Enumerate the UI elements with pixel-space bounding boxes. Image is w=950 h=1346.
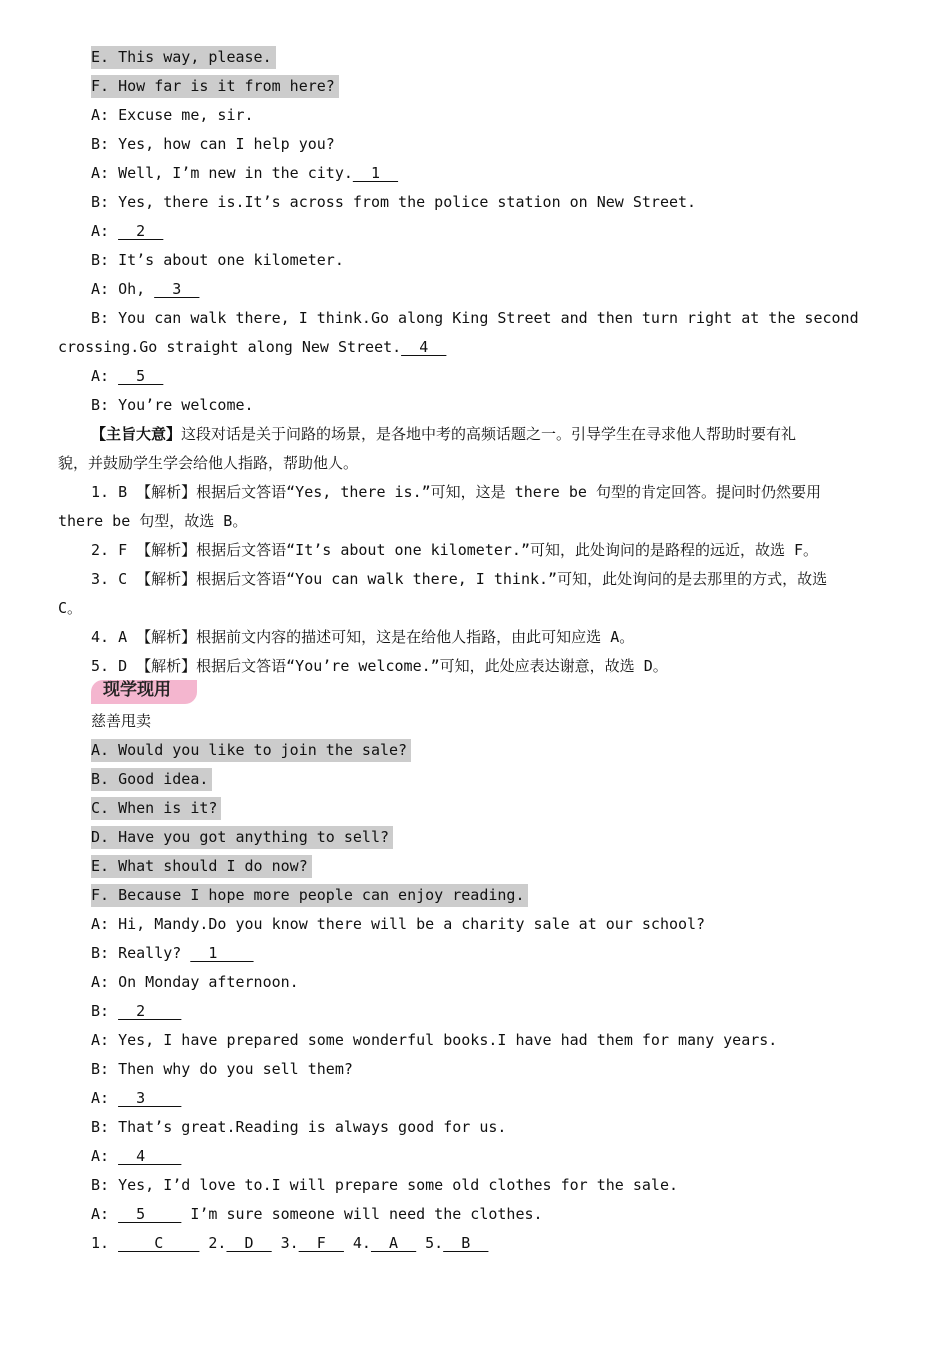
dialog1-line <box>0 275 950 304</box>
option-f <box>0 72 950 101</box>
answer-value: __B__ <box>443 1234 489 1252</box>
answer-blank-2: __2__ <box>118 222 164 240</box>
answer-value: ____C____ <box>118 1234 200 1252</box>
dialog2-line <box>0 997 950 1026</box>
explanation-3-cont: C。 <box>58 599 83 617</box>
option-e <box>0 852 950 881</box>
theme-paragraph <box>0 420 950 449</box>
explanation-5: 5. D 【解析】根据后文答语“You’re welcome.”可知，此处应表达谢意，故选 D。 <box>91 657 668 675</box>
dialog1-line: B: You’re welcome. <box>91 396 254 414</box>
dialog2-line: A: Hi, Mandy.Do you know there will be a charity sale at our school? <box>91 915 706 933</box>
dialog-text: crossing.Go straight along New Street. <box>58 338 402 356</box>
option-c <box>0 794 950 823</box>
dialog-text: A: <box>91 1089 119 1107</box>
answer-blank-2: __2____ <box>118 1002 182 1020</box>
dialog2-line: B: Yes, I’d love to.I will prepare some old clothes for the sale. <box>91 1176 678 1194</box>
answer-value: __A__ <box>370 1234 417 1252</box>
option-b-text: B. Good idea. <box>91 768 212 791</box>
theme-paragraph-cont: 貌，并鼓励学生学会给他人指路，帮助他人。 <box>58 454 359 472</box>
dialog2-line <box>0 1200 950 1229</box>
answer-key <box>0 1229 950 1258</box>
dialog1-line: A: Excuse me, sir. <box>91 106 254 124</box>
dialog1-line <box>0 159 950 188</box>
dialog2-line: A: On Monday afternoon. <box>91 973 299 991</box>
answer-blank-1: __1__ <box>352 164 399 182</box>
option-a-text: A. Would you like to join the sale? <box>91 739 411 762</box>
theme-label: 【主旨大意】 <box>91 425 182 443</box>
section-badge <box>91 680 197 704</box>
answer-number: 5. <box>416 1234 444 1252</box>
option-c-text: C. When is it? <box>91 797 221 820</box>
option-d-text: D. Have you got anything to sell? <box>91 826 393 849</box>
dialog2-line: B: That’s great.Reading is always good for us. <box>91 1118 507 1136</box>
answer-blank-3: __3____ <box>118 1089 182 1107</box>
option-d <box>0 823 950 852</box>
dialog-text: B: <box>91 1002 119 1020</box>
explanation-4: 4. A 【解析】根据前文内容的描述可知，这是在给他人指路，由此可知应选 A。 <box>91 628 635 646</box>
explanation-1-cont: there be 句型，故选 B。 <box>58 512 248 530</box>
dialog1-line: B: You can walk there, I think.Go along King Street and then turn right at the second <box>91 309 859 327</box>
dialog2-line: B: Then why do you sell them? <box>91 1060 353 1078</box>
dialog2-line: A: Yes, I have prepared some wonderful books.I have had them for many years. <box>91 1031 778 1049</box>
dialog2-line <box>0 939 950 968</box>
section-badge-text: 现学现用 <box>103 680 171 700</box>
answer-blank-4: __4__ <box>401 338 447 356</box>
answer-value: __F__ <box>298 1234 344 1252</box>
explanation-3: 3. C 【解析】根据后文答语“You can walk there, I think.”可知，此处询问的是去那里的方式，故选 <box>91 570 828 588</box>
dialog-text: A: <box>91 1147 119 1165</box>
section-title: 慈善甩卖 <box>91 712 152 730</box>
dialog-text: A: <box>91 222 119 240</box>
dialog-text: B: Really? <box>91 944 191 962</box>
dialog-text: A: <box>91 1205 119 1223</box>
answer-blank-5: __5____ <box>118 1205 182 1223</box>
answer-number: 1. <box>91 1234 119 1252</box>
dialog-text: A: Well, I’m new in the city. <box>91 164 353 182</box>
dialog1-line <box>0 333 950 362</box>
dialog1-line <box>0 217 950 246</box>
explanation-2: 2. F 【解析】根据后文答语“It’s about one kilometer.”可知，此处询问的是路程的远近，故选 F。 <box>91 541 819 559</box>
dialog-text: A: <box>91 367 119 385</box>
option-e <box>0 43 950 72</box>
answer-blank-5: __5__ <box>118 367 164 385</box>
answer-number: 4. <box>343 1234 371 1252</box>
option-f-text: F. How far is it from here? <box>91 75 339 98</box>
dialog-text: I’m sure someone will need the clothes. <box>181 1205 543 1223</box>
dialog1-line: B: Yes, how can I help you? <box>91 135 335 153</box>
option-a <box>0 736 950 765</box>
dialog2-line <box>0 1142 950 1171</box>
answer-blank-1: __1____ <box>190 944 254 962</box>
dialog-text: A: Oh, <box>91 280 155 298</box>
answer-blank-4: __4____ <box>118 1147 182 1165</box>
option-e-text: E. What should I do now? <box>91 855 312 878</box>
dialog1-line <box>0 362 950 391</box>
explanation-1: 1. B 【解析】根据后文答语“Yes, there is.”可知，这是 there be 句型的肯定回答。提问时仍然要用 <box>91 483 821 501</box>
option-f <box>0 881 950 910</box>
answer-number: 2. <box>199 1234 227 1252</box>
option-f-text: F. Because I hope more people can enjoy reading. <box>91 884 528 907</box>
option-e-text: E. This way, please. <box>91 46 276 69</box>
option-b <box>0 765 950 794</box>
theme-text: 这段对话是关于问路的场景，是各地中考的高频话题之一。引导学生在寻求他人帮助时要有礼 <box>181 425 797 443</box>
answer-blank-3: __3__ <box>154 280 200 298</box>
dialog1-line: B: Yes, there is.It’s across from the police station on New Street. <box>91 193 697 211</box>
dialog1-line: B: It’s about one kilometer. <box>91 251 344 269</box>
answer-value: __D__ <box>226 1234 272 1252</box>
dialog2-line <box>0 1084 950 1113</box>
answer-number: 3. <box>271 1234 299 1252</box>
